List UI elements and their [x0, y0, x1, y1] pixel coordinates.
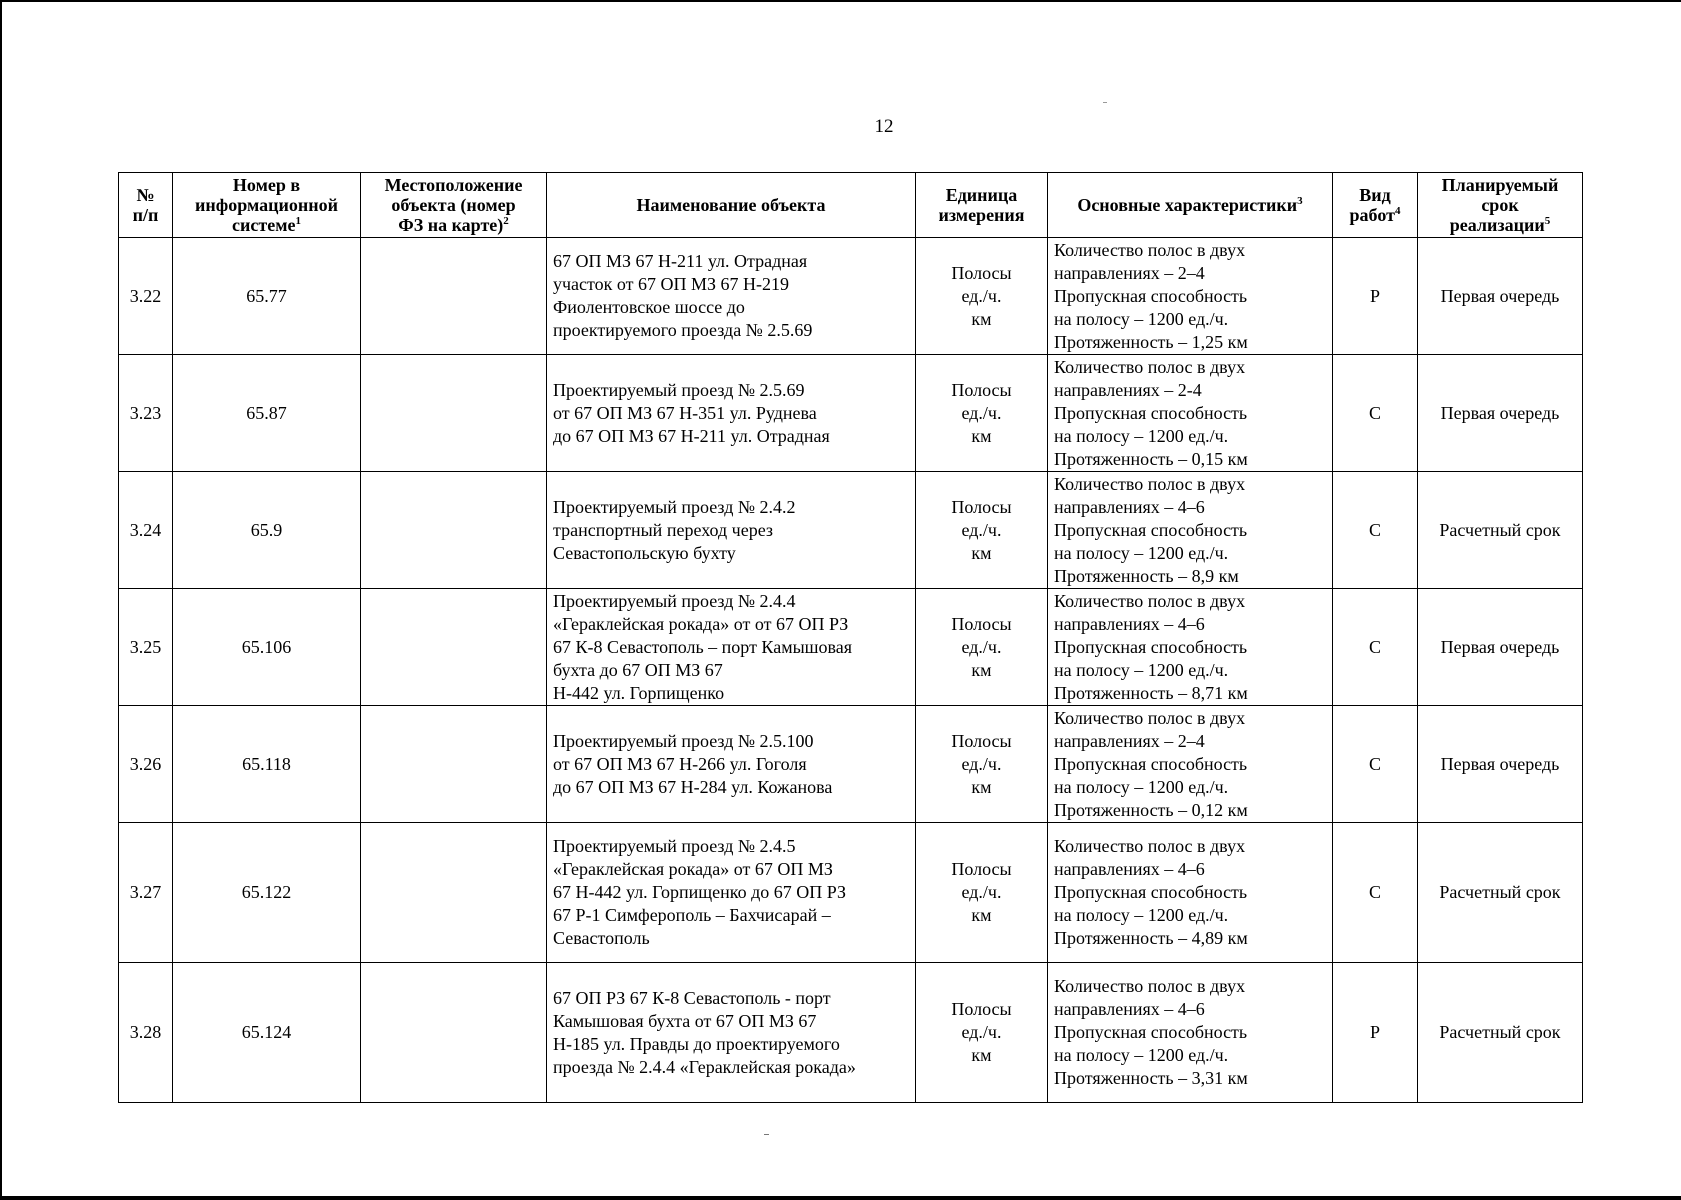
name-line: Проектируемый проезд № 2.5.100 [553, 730, 814, 751]
unit-line: Полосы [951, 730, 1012, 751]
cell-info-number: 65.124 [173, 963, 361, 1103]
footnote-mark: 5 [1544, 215, 1551, 227]
cell-term: Расчетный срок [1418, 823, 1583, 963]
characteristic-line: Количество полос в двух [1054, 836, 1246, 856]
cell-work-type: С [1333, 589, 1418, 706]
characteristic-line: направлениях – 4–6 [1054, 613, 1205, 634]
scan-speck [1103, 102, 1107, 103]
characteristic-line: Протяженность – 3,31 км [1054, 1068, 1248, 1088]
cell-info-number: 65.87 [173, 355, 361, 472]
cell-unit [916, 238, 1048, 355]
characteristic-line: Пропускная способность [1054, 1022, 1248, 1042]
name-line: до 67 ОП МЗ 67 Н-284 ул. Кожанова [553, 776, 833, 797]
cell-name [547, 238, 916, 355]
cell-name [547, 589, 916, 706]
cell-location [361, 963, 547, 1103]
characteristic-line: Количество полос в двух [1054, 707, 1246, 728]
page-number: 12 [874, 116, 894, 137]
characteristic-line: Протяженность – 1,25 км [1054, 331, 1248, 352]
cell-characteristics [1048, 963, 1333, 1103]
header-location: Местоположение объекта (номер ФЗ на карте)$^2$ [361, 173, 547, 238]
name-line: Проектируемый проезд № 2.4.2 [553, 496, 796, 517]
header-unit: Единица измерения [916, 173, 1048, 238]
unit-line: км [971, 425, 992, 446]
name-line: Севастополь [553, 928, 650, 948]
characteristic-line: Протяженность – 0,12 км [1054, 799, 1248, 820]
cell-term: Расчетный срок [1418, 472, 1583, 589]
cell-characteristics [1048, 472, 1333, 589]
scan-edge-bottom [0, 1196, 1681, 1200]
unit-line: Полосы [951, 859, 1012, 879]
roads-table [118, 172, 1583, 1103]
cell-work-type: С [1333, 823, 1418, 963]
name-line: участок от 67 ОП МЗ 67 Н-219 [553, 274, 790, 294]
cell-work-type: Р [1333, 963, 1418, 1103]
cell-info-number: 65.118 [173, 706, 361, 823]
characteristic-line: направлениях – 4–6 [1054, 496, 1205, 517]
cell-num: 3.22 [119, 238, 173, 355]
cell-num: 3.24 [119, 472, 173, 589]
cell-name [547, 963, 916, 1103]
characteristic-line: Протяженность – 4,89 км [1054, 928, 1248, 948]
name-line: Фиолентовское шоссе до [553, 297, 745, 317]
cell-unit [916, 589, 1048, 706]
cell-location [361, 472, 547, 589]
cell-unit [916, 706, 1048, 823]
header-name: Наименование объекта [547, 173, 916, 238]
cell-unit [916, 472, 1048, 589]
unit-line: км [971, 1045, 992, 1065]
cell-characteristics [1048, 355, 1333, 472]
name-line: Н-185 ул. Правды до проектируемого [553, 1033, 840, 1054]
scan-edge-top [0, 0, 1681, 2]
name-line: «Гераклейская рокада» от 67 ОП МЗ [553, 859, 833, 879]
cell-num: 3.26 [119, 706, 173, 823]
cell-name [547, 706, 916, 823]
characteristic-line: Количество полос в двух [1054, 356, 1246, 377]
footnote-mark: 3 [1297, 195, 1303, 207]
name-line: от 67 ОП МЗ 67 Н-266 ул. Гоголя [553, 753, 807, 774]
name-line: Камышовая бухта от 67 ОП МЗ 67 [553, 1010, 817, 1031]
name-line: 67 ОП РЗ 67 К-8 Севастополь - порт [553, 987, 831, 1008]
table-header-row [119, 173, 1583, 238]
unit-line: ед./ч. [961, 1022, 1002, 1042]
cell-work-type: С [1333, 355, 1418, 472]
characteristic-line: направлениях – 4–6 [1054, 999, 1205, 1019]
cell-info-number: 65.77 [173, 238, 361, 355]
unit-line: км [971, 905, 992, 925]
characteristic-line: на полосу – 1200 ед./ч. [1054, 542, 1229, 563]
cell-num: 3.27 [119, 823, 173, 963]
characteristic-line: Количество полос в двух [1054, 590, 1246, 611]
unit-line: Полосы [951, 999, 1012, 1019]
characteristic-line: Протяженность – 0,15 км [1054, 448, 1248, 469]
cell-location [361, 355, 547, 472]
cell-characteristics [1048, 589, 1333, 706]
cell-unit [916, 355, 1048, 472]
cell-location [361, 589, 547, 706]
unit-line: км [971, 308, 992, 329]
scan-speck [764, 1134, 769, 1135]
characteristic-line: направлениях – 2–4 [1054, 262, 1205, 283]
characteristic-line: направлениях – 2-4 [1054, 379, 1202, 400]
cell-name [547, 355, 916, 472]
header-info-number: Номер в информационной системе$^1$ [173, 173, 361, 238]
name-line: 67 Н-442 ул. Горпищенко до 67 ОП РЗ [553, 882, 846, 902]
cell-term: Первая очередь [1418, 706, 1583, 823]
name-line: 67 К-8 Севастополь – порт Камышовая [553, 636, 853, 657]
unit-line: Полосы [951, 379, 1012, 400]
cell-unit [916, 963, 1048, 1103]
characteristic-line: на полосу – 1200 ед./ч. [1054, 308, 1229, 329]
name-line: Проектируемый проезд № 2.4.5 [553, 836, 796, 856]
cell-term: Первая очередь [1418, 589, 1583, 706]
name-line: «Гераклейская рокада» от от 67 ОП РЗ [553, 613, 849, 634]
characteristic-line: Пропускная способность [1054, 519, 1248, 540]
unit-line: ед./ч. [961, 285, 1002, 306]
name-line: от 67 ОП МЗ 67 Н-351 ул. Руднева [553, 402, 817, 423]
unit-line: ед./ч. [961, 636, 1002, 657]
characteristic-line: Пропускная способность [1054, 753, 1248, 774]
cell-num: 3.25 [119, 589, 173, 706]
characteristic-line: Количество полос в двух [1054, 239, 1246, 260]
cell-info-number: 65.9 [173, 472, 361, 589]
cell-info-number: 65.122 [173, 823, 361, 963]
cell-location [361, 238, 547, 355]
characteristic-line: Пропускная способность [1054, 285, 1248, 306]
header-term: Планируемый срок реализации$^5$ [1418, 173, 1583, 238]
name-line: проезда № 2.4.4 «Гераклейская рокада» [553, 1056, 856, 1077]
unit-line: ед./ч. [961, 519, 1002, 540]
characteristic-line: Пропускная способность [1054, 882, 1248, 902]
name-line: Проектируемый проезд № 2.5.69 [553, 379, 805, 400]
table-row [119, 238, 1583, 355]
characteristic-line: на полосу – 1200 ед./ч. [1054, 1045, 1229, 1065]
unit-line: ед./ч. [961, 753, 1002, 774]
cell-term: Первая очередь [1418, 238, 1583, 355]
table-row [119, 355, 1583, 472]
table-row [119, 963, 1583, 1103]
characteristic-line: Пропускная способность [1054, 636, 1248, 657]
cell-unit [916, 823, 1048, 963]
unit-line: ед./ч. [961, 882, 1002, 902]
cell-info-number: 65.106 [173, 589, 361, 706]
cell-term: Расчетный срок [1418, 963, 1583, 1103]
header-work-type: Вид работ$^4$ [1333, 173, 1418, 238]
characteristic-line: Количество полос в двух [1054, 976, 1246, 996]
name-line: 67 ОП МЗ 67 Н-211 ул. Отрадная [553, 251, 808, 271]
name-line: до 67 ОП МЗ 67 Н-211 ул. Отрадная [553, 425, 830, 446]
unit-line: км [971, 542, 992, 563]
footnote-mark: 2 [503, 215, 509, 227]
cell-num: 3.23 [119, 355, 173, 472]
characteristic-line: направлениях – 2–4 [1054, 730, 1205, 751]
cell-characteristics [1048, 238, 1333, 355]
characteristic-line: на полосу – 1200 ед./ч. [1054, 905, 1229, 925]
table-row [119, 472, 1583, 589]
unit-line: км [971, 776, 992, 797]
name-line: транспортный переход через [553, 519, 774, 540]
header-num: № п/п [119, 173, 173, 238]
cell-characteristics [1048, 706, 1333, 823]
table-row [119, 706, 1583, 823]
cell-term: Первая очередь [1418, 355, 1583, 472]
cell-num: 3.28 [119, 963, 173, 1103]
name-line: Проектируемый проезд № 2.4.4 [553, 590, 796, 611]
cell-work-type: С [1333, 472, 1418, 589]
cell-location [361, 706, 547, 823]
cell-characteristics [1048, 823, 1333, 963]
characteristic-line: направлениях – 4–6 [1054, 859, 1205, 879]
footnote-mark: 4 [1394, 205, 1401, 217]
cell-location [361, 823, 547, 963]
unit-line: Полосы [951, 613, 1012, 634]
unit-line: Полосы [951, 262, 1012, 283]
table-body [119, 238, 1583, 1103]
characteristic-line: на полосу – 1200 ед./ч. [1054, 425, 1229, 446]
footnote-mark: 1 [295, 215, 301, 227]
characteristic-line: на полосу – 1200 ед./ч. [1054, 776, 1229, 797]
table-row [119, 589, 1583, 706]
characteristic-line: Количество полос в двух [1054, 473, 1246, 494]
table-row [119, 823, 1583, 963]
cell-work-type: Р [1333, 238, 1418, 355]
cell-work-type: С [1333, 706, 1418, 823]
characteristic-line: Протяженность – 8,9 км [1054, 565, 1239, 586]
unit-line: Полосы [951, 496, 1012, 517]
unit-line: км [971, 659, 992, 680]
cell-name [547, 472, 916, 589]
header-characteristics: Основные характеристики$^3$ [1048, 173, 1333, 238]
characteristic-line: на полосу – 1200 ед./ч. [1054, 659, 1229, 680]
characteristic-line: Пропускная способность [1054, 402, 1248, 423]
characteristic-line: Протяженность – 8,71 км [1054, 682, 1248, 703]
unit-line: ед./ч. [961, 402, 1002, 423]
name-line: Н-442 ул. Горпищенко [553, 682, 725, 703]
name-line: бухта до 67 ОП МЗ 67 [553, 659, 723, 680]
cell-name [547, 823, 916, 963]
name-line: проектируемого проезда № 2.5.69 [553, 320, 813, 340]
scan-edge-left [0, 0, 2, 1200]
name-line: 67 Р-1 Симферополь – Бахчисарай – [553, 905, 831, 925]
name-line: Севастопольскую бухту [553, 542, 736, 563]
